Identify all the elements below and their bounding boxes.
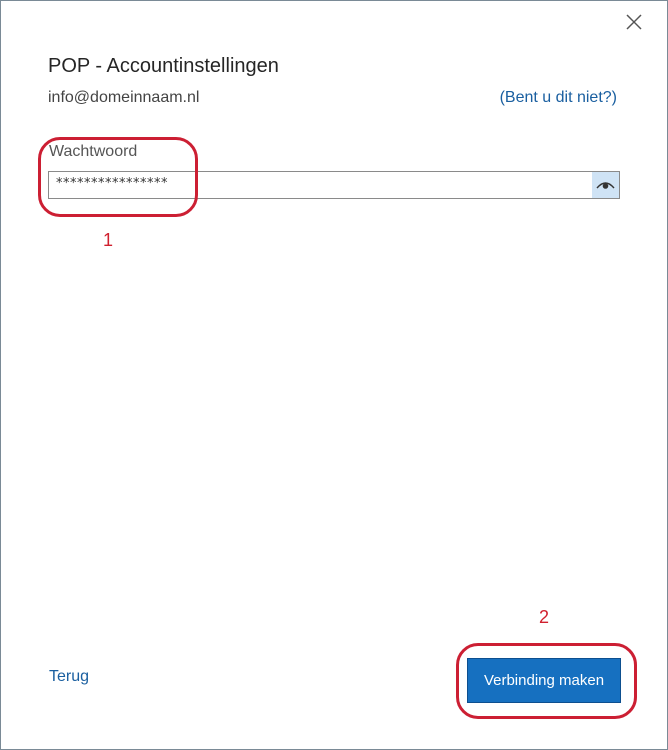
close-button[interactable] <box>623 11 645 33</box>
password-label: Wachtwoord <box>49 143 138 160</box>
annotation-ring-1 <box>38 137 198 217</box>
reveal-password-button[interactable] <box>592 172 619 198</box>
dialog-title: POP - Accountinstellingen <box>48 55 279 77</box>
annotation-marker-2: 2 <box>539 607 550 627</box>
back-link[interactable]: Terug <box>49 668 90 685</box>
annotation-marker-1: 1 <box>103 230 114 250</box>
not-you-link[interactable]: (Bent u dit niet?) <box>499 89 617 106</box>
close-icon <box>623 11 645 33</box>
password-value: **************** <box>56 176 168 191</box>
connect-button[interactable]: Verbinding maken <box>467 658 621 703</box>
account-email: info@domeinnaam.nl <box>48 89 200 106</box>
